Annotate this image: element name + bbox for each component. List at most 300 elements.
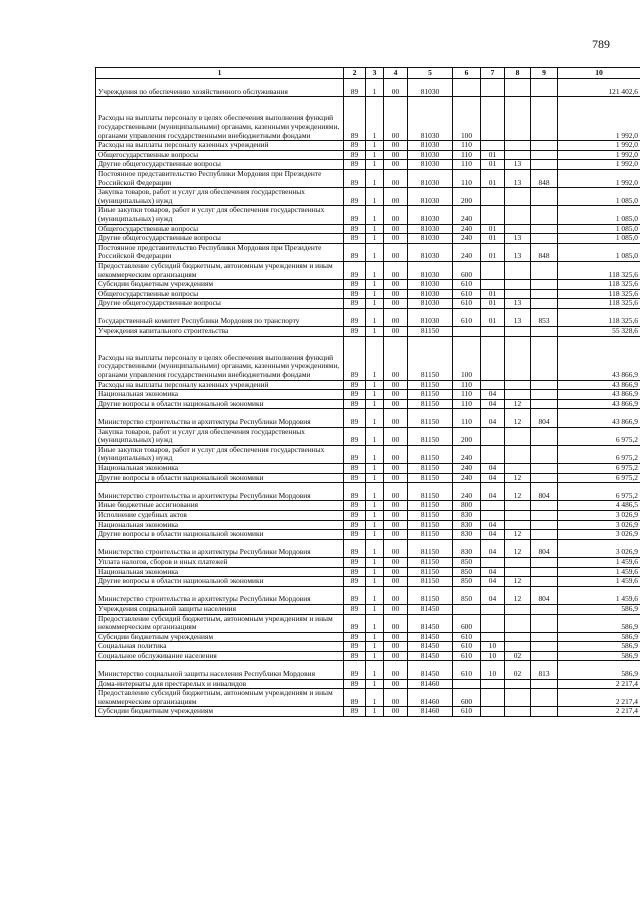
row-code-cell: 81150: [408, 445, 453, 463]
table-row: [96, 280, 640, 290]
row-code-cell: 00: [384, 380, 408, 390]
row-name-cell: Министерство строительства и архитектуры Республики Мордовия: [96, 483, 344, 501]
row-code-cell: [481, 327, 505, 337]
row-code-cell: 600: [453, 689, 481, 707]
row-amount-cell: 1 459,6: [558, 557, 640, 567]
row-code-cell: 1: [366, 390, 384, 400]
column-header: 10: [558, 68, 640, 79]
row-code-cell: [453, 79, 481, 97]
row-code-cell: 240: [453, 234, 481, 244]
row-code-cell: [531, 614, 558, 632]
row-amount-cell: 43 866,9: [558, 399, 640, 409]
row-code-cell: 89: [344, 289, 366, 299]
row-code-cell: [505, 632, 531, 642]
table-row: [96, 427, 640, 445]
row-name-cell: Учреждения капитального строительства: [96, 327, 344, 337]
row-code-cell: [505, 679, 531, 689]
row-amount-cell: 6 975,2: [558, 473, 640, 483]
row-code-cell: 81030: [408, 299, 453, 309]
row-code-cell: [531, 473, 558, 483]
row-code-cell: [531, 520, 558, 530]
row-code-cell: [505, 336, 531, 380]
row-code-cell: 610: [453, 308, 481, 326]
row-code-cell: 00: [384, 97, 408, 141]
row-code-cell: 12: [505, 399, 531, 409]
row-name-cell: Учреждения социальной защиты населения: [96, 604, 344, 614]
row-code-cell: 04: [481, 483, 505, 501]
row-code-cell: 804: [531, 539, 558, 557]
row-name-cell: Министерство строительства и архитектуры Республики Мордовия: [96, 539, 344, 557]
row-code-cell: 89: [344, 642, 366, 652]
row-code-cell: 89: [344, 188, 366, 206]
row-code-cell: 81030: [408, 243, 453, 261]
table-row: [96, 169, 640, 187]
row-code-cell: [481, 614, 505, 632]
row-code-cell: 04: [481, 409, 505, 427]
row-code-cell: 04: [481, 464, 505, 474]
row-code-cell: [531, 651, 558, 661]
row-code-cell: 89: [344, 141, 366, 151]
table-row: [96, 224, 640, 234]
row-code-cell: 1: [366, 661, 384, 679]
row-code-cell: 89: [344, 473, 366, 483]
row-code-cell: [531, 327, 558, 337]
table-row: [96, 327, 640, 337]
row-code-cell: 848: [531, 243, 558, 261]
row-code-cell: 81450: [408, 642, 453, 652]
row-code-cell: [505, 188, 531, 206]
row-amount-cell: 121 402,6: [558, 79, 640, 97]
column-header: 9: [531, 68, 558, 79]
row-code-cell: 89: [344, 520, 366, 530]
row-code-cell: 89: [344, 79, 366, 97]
row-code-cell: [531, 501, 558, 511]
row-name-cell: Иные бюджетные ассигнования: [96, 501, 344, 511]
row-code-cell: 600: [453, 261, 481, 279]
row-name-cell: Постоянное представительство Республики Мордовия при Президенте Российской Федерации: [96, 169, 344, 187]
row-code-cell: 12: [505, 539, 531, 557]
row-code-cell: [531, 79, 558, 97]
row-code-cell: 81030: [408, 169, 453, 187]
row-code-cell: 00: [384, 79, 408, 97]
row-name-cell: Дома-интернаты для престарелых и инвалидов: [96, 679, 344, 689]
row-code-cell: 00: [384, 483, 408, 501]
row-code-cell: 1: [366, 243, 384, 261]
row-code-cell: [505, 79, 531, 97]
row-code-cell: [481, 632, 505, 642]
row-code-cell: [531, 390, 558, 400]
row-code-cell: 00: [384, 557, 408, 567]
row-code-cell: 89: [344, 261, 366, 279]
row-code-cell: 01: [481, 150, 505, 160]
row-amount-cell: 118 325,6: [558, 280, 640, 290]
row-code-cell: 81030: [408, 224, 453, 234]
row-code-cell: [505, 689, 531, 707]
row-code-cell: 89: [344, 390, 366, 400]
row-name-cell: Общегосударственные вопросы: [96, 224, 344, 234]
row-code-cell: 00: [384, 464, 408, 474]
row-code-cell: 04: [481, 399, 505, 409]
row-code-cell: 110: [453, 141, 481, 151]
table-row: [96, 557, 640, 567]
row-name-cell: Министерство строительства и архитектуры Республики Мордовия: [96, 409, 344, 427]
row-code-cell: 00: [384, 336, 408, 380]
row-code-cell: 1: [366, 473, 384, 483]
row-code-cell: 89: [344, 445, 366, 463]
row-code-cell: [505, 557, 531, 567]
row-code-cell: [481, 206, 505, 224]
row-code-cell: [481, 557, 505, 567]
row-code-cell: 850: [453, 577, 481, 587]
row-code-cell: [531, 567, 558, 577]
row-code-cell: [453, 604, 481, 614]
row-code-cell: 01: [481, 289, 505, 299]
row-code-cell: 1: [366, 483, 384, 501]
row-code-cell: 81030: [408, 261, 453, 279]
row-code-cell: 610: [453, 651, 481, 661]
row-code-cell: 00: [384, 289, 408, 299]
row-code-cell: [531, 679, 558, 689]
row-code-cell: 81150: [408, 586, 453, 604]
row-code-cell: [481, 79, 505, 97]
column-header: 3: [366, 68, 384, 79]
row-code-cell: 81150: [408, 510, 453, 520]
row-code-cell: [531, 530, 558, 540]
row-code-cell: 00: [384, 651, 408, 661]
row-code-cell: 81150: [408, 409, 453, 427]
row-code-cell: 1: [366, 79, 384, 97]
row-code-cell: 1: [366, 280, 384, 290]
column-header: 8: [505, 68, 531, 79]
table-row: [96, 380, 640, 390]
row-code-cell: [531, 280, 558, 290]
row-code-cell: 01: [481, 169, 505, 187]
row-code-cell: 04: [481, 567, 505, 577]
row-name-cell: Другие вопросы в области национальной экономики: [96, 530, 344, 540]
row-code-cell: 12: [505, 409, 531, 427]
row-code-cell: 00: [384, 445, 408, 463]
table-row: [96, 614, 640, 632]
column-header: 7: [481, 68, 505, 79]
row-amount-cell: 586,9: [558, 651, 640, 661]
row-code-cell: [481, 336, 505, 380]
row-name-cell: Другие вопросы в области национальной экономики: [96, 577, 344, 587]
row-code-cell: [505, 261, 531, 279]
row-code-cell: 1: [366, 679, 384, 689]
row-code-cell: 01: [481, 243, 505, 261]
row-code-cell: 830: [453, 530, 481, 540]
row-code-cell: [531, 399, 558, 409]
row-name-cell: Социальное обслуживание населения: [96, 651, 344, 661]
table-row: [96, 206, 640, 224]
row-code-cell: [505, 390, 531, 400]
row-code-cell: [481, 97, 505, 141]
row-name-cell: Иные закупки товаров, работ и услуг для обеспечения государственных (муниципальных) нужд: [96, 445, 344, 463]
table-row: [96, 586, 640, 604]
table-row: [96, 336, 640, 380]
row-code-cell: 00: [384, 169, 408, 187]
row-code-cell: 00: [384, 473, 408, 483]
table-row: [96, 651, 640, 661]
row-code-cell: 00: [384, 520, 408, 530]
row-code-cell: 89: [344, 577, 366, 587]
table-row: [96, 539, 640, 557]
table-row: [96, 604, 640, 614]
row-code-cell: 81030: [408, 280, 453, 290]
row-code-cell: 830: [453, 510, 481, 520]
row-code-cell: 81150: [408, 390, 453, 400]
row-code-cell: 81030: [408, 289, 453, 299]
row-code-cell: 1: [366, 97, 384, 141]
row-code-cell: 12: [505, 586, 531, 604]
table-row: [96, 243, 640, 261]
row-code-cell: 110: [453, 380, 481, 390]
row-code-cell: 804: [531, 586, 558, 604]
row-code-cell: 00: [384, 141, 408, 151]
row-code-cell: [531, 299, 558, 309]
column-header: 2: [344, 68, 366, 79]
table-row: [96, 409, 640, 427]
row-code-cell: 89: [344, 586, 366, 604]
table-row: [96, 642, 640, 652]
row-code-cell: [481, 280, 505, 290]
row-code-cell: 89: [344, 399, 366, 409]
row-code-cell: 00: [384, 530, 408, 540]
table-row: [96, 150, 640, 160]
row-amount-cell: 586,9: [558, 614, 640, 632]
table-row: [96, 308, 640, 326]
row-amount-cell: 3 026,9: [558, 510, 640, 520]
row-code-cell: 13: [505, 299, 531, 309]
row-code-cell: 600: [453, 614, 481, 632]
row-code-cell: 04: [481, 577, 505, 587]
row-code-cell: 89: [344, 557, 366, 567]
row-code-cell: 81150: [408, 557, 453, 567]
row-code-cell: 00: [384, 614, 408, 632]
row-amount-cell: 586,9: [558, 604, 640, 614]
table-row: [96, 390, 640, 400]
row-amount-cell: 6 975,2: [558, 483, 640, 501]
row-code-cell: [505, 380, 531, 390]
row-code-cell: 813: [531, 661, 558, 679]
row-code-cell: [531, 206, 558, 224]
row-code-cell: 610: [453, 707, 481, 717]
row-code-cell: 1: [366, 224, 384, 234]
row-code-cell: 04: [481, 520, 505, 530]
row-name-cell: Предоставление субсидий бюджетным, автономным учреждениям и иным некоммерческим организациям: [96, 614, 344, 632]
row-code-cell: 1: [366, 188, 384, 206]
row-code-cell: 800: [453, 501, 481, 511]
row-code-cell: 110: [453, 169, 481, 187]
row-code-cell: 04: [481, 473, 505, 483]
row-code-cell: 1: [366, 427, 384, 445]
row-code-cell: 610: [453, 642, 481, 652]
row-code-cell: 89: [344, 604, 366, 614]
row-code-cell: 1: [366, 206, 384, 224]
row-code-cell: 00: [384, 399, 408, 409]
row-code-cell: 81150: [408, 380, 453, 390]
row-code-cell: 200: [453, 188, 481, 206]
row-amount-cell: 1 085,0: [558, 243, 640, 261]
row-name-cell: Национальная экономика: [96, 390, 344, 400]
row-code-cell: 00: [384, 689, 408, 707]
row-code-cell: 1: [366, 409, 384, 427]
row-code-cell: 81150: [408, 567, 453, 577]
row-code-cell: 1: [366, 289, 384, 299]
row-code-cell: 1: [366, 150, 384, 160]
row-code-cell: 81150: [408, 399, 453, 409]
row-code-cell: 1: [366, 169, 384, 187]
row-code-cell: [505, 427, 531, 445]
row-code-cell: 04: [481, 586, 505, 604]
row-code-cell: [505, 141, 531, 151]
row-code-cell: 1: [366, 234, 384, 244]
row-code-cell: 110: [453, 150, 481, 160]
row-code-cell: 00: [384, 299, 408, 309]
row-code-cell: 00: [384, 243, 408, 261]
row-code-cell: 240: [453, 224, 481, 234]
row-code-cell: 830: [453, 539, 481, 557]
row-code-cell: 1: [366, 614, 384, 632]
row-code-cell: 89: [344, 308, 366, 326]
row-code-cell: 00: [384, 501, 408, 511]
row-code-cell: [531, 224, 558, 234]
row-code-cell: [531, 336, 558, 380]
row-code-cell: 1: [366, 651, 384, 661]
row-code-cell: 850: [453, 557, 481, 567]
row-code-cell: 81460: [408, 679, 453, 689]
row-code-cell: 89: [344, 614, 366, 632]
row-code-cell: 1: [366, 445, 384, 463]
row-amount-cell: 1 459,6: [558, 567, 640, 577]
row-code-cell: [531, 289, 558, 299]
row-amount-cell: 586,9: [558, 642, 640, 652]
row-code-cell: 1: [366, 539, 384, 557]
row-code-cell: 89: [344, 380, 366, 390]
row-amount-cell: 118 325,6: [558, 261, 640, 279]
row-name-cell: Другие общегосударственные вопросы: [96, 299, 344, 309]
row-code-cell: 89: [344, 483, 366, 501]
row-code-cell: 1: [366, 501, 384, 511]
row-code-cell: 110: [453, 409, 481, 427]
row-code-cell: 00: [384, 327, 408, 337]
row-code-cell: [505, 280, 531, 290]
row-code-cell: 89: [344, 299, 366, 309]
row-name-cell: Расходы на выплаты персоналу казенных учреждений: [96, 380, 344, 390]
row-code-cell: [505, 707, 531, 717]
row-code-cell: 13: [505, 234, 531, 244]
row-code-cell: [481, 679, 505, 689]
row-code-cell: [531, 234, 558, 244]
row-code-cell: 89: [344, 661, 366, 679]
row-code-cell: 89: [344, 679, 366, 689]
row-code-cell: 1: [366, 380, 384, 390]
table-row: [96, 289, 640, 299]
row-name-cell: Министерство социальной защиты населения Республики Мордовия: [96, 661, 344, 679]
row-code-cell: [531, 689, 558, 707]
row-code-cell: 04: [481, 539, 505, 557]
row-code-cell: 00: [384, 642, 408, 652]
row-code-cell: 12: [505, 483, 531, 501]
table-row: [96, 97, 640, 141]
table-row: [96, 501, 640, 511]
row-code-cell: 89: [344, 651, 366, 661]
row-amount-cell: 586,9: [558, 661, 640, 679]
row-amount-cell: 3 026,9: [558, 520, 640, 530]
row-code-cell: 00: [384, 586, 408, 604]
row-code-cell: 81030: [408, 234, 453, 244]
row-amount-cell: 118 325,6: [558, 299, 640, 309]
row-name-cell: Расходы на выплаты персоналу казенных учреждений: [96, 141, 344, 151]
row-name-cell: Расходы на выплаты персоналу в целях обеспечения выполнения функций государственными (муниципальными) органами, казенными учреждениями, органами управления государственными внебюджетными фондами: [96, 97, 344, 141]
row-code-cell: 00: [384, 409, 408, 427]
row-code-cell: 1: [366, 327, 384, 337]
row-code-cell: 848: [531, 169, 558, 187]
row-amount-cell: 6 975,2: [558, 427, 640, 445]
row-code-cell: 240: [453, 206, 481, 224]
row-code-cell: [505, 224, 531, 234]
row-amount-cell: 43 866,9: [558, 390, 640, 400]
row-code-cell: 04: [481, 390, 505, 400]
table-row: [96, 689, 640, 707]
row-name-cell: Субсидии бюджетным учреждениям: [96, 280, 344, 290]
row-code-cell: 89: [344, 567, 366, 577]
row-code-cell: [481, 380, 505, 390]
row-name-cell: Национальная экономика: [96, 464, 344, 474]
budget-table: [95, 67, 640, 717]
row-name-cell: Другие вопросы в области национальной экономики: [96, 399, 344, 409]
row-code-cell: 1: [366, 464, 384, 474]
row-code-cell: 81450: [408, 651, 453, 661]
row-code-cell: 850: [453, 567, 481, 577]
row-code-cell: [481, 604, 505, 614]
column-header: 6: [453, 68, 481, 79]
row-code-cell: 1: [366, 689, 384, 707]
row-code-cell: 1: [366, 141, 384, 151]
row-code-cell: [531, 577, 558, 587]
row-code-cell: 89: [344, 280, 366, 290]
row-name-cell: Субсидии бюджетным учреждениям: [96, 707, 344, 717]
row-code-cell: 81460: [408, 689, 453, 707]
row-code-cell: [531, 604, 558, 614]
row-amount-cell: 1 085,0: [558, 234, 640, 244]
table-row: [96, 445, 640, 463]
row-code-cell: [505, 510, 531, 520]
row-code-cell: [505, 614, 531, 632]
row-code-cell: 89: [344, 501, 366, 511]
row-amount-cell: 3 026,9: [558, 539, 640, 557]
table-row: [96, 141, 640, 151]
row-code-cell: 610: [453, 289, 481, 299]
row-code-cell: 853: [531, 308, 558, 326]
row-code-cell: 89: [344, 169, 366, 187]
row-code-cell: [453, 679, 481, 689]
row-name-cell: Исполнение судебных актов: [96, 510, 344, 520]
table-row: [96, 299, 640, 309]
row-code-cell: [505, 327, 531, 337]
row-code-cell: 81030: [408, 79, 453, 97]
row-name-cell: Закупка товаров, работ и услуг для обеспечения государственных (муниципальных) нужд: [96, 427, 344, 445]
row-code-cell: 89: [344, 427, 366, 445]
row-code-cell: [505, 501, 531, 511]
row-amount-cell: 1 992,0: [558, 160, 640, 170]
row-code-cell: [531, 557, 558, 567]
row-name-cell: Иные закупки товаров, работ и услуг для обеспечения государственных (муниципальных) нужд: [96, 206, 344, 224]
row-code-cell: [505, 604, 531, 614]
row-code-cell: 00: [384, 632, 408, 642]
row-amount-cell: 2 217,4: [558, 689, 640, 707]
row-code-cell: [453, 327, 481, 337]
